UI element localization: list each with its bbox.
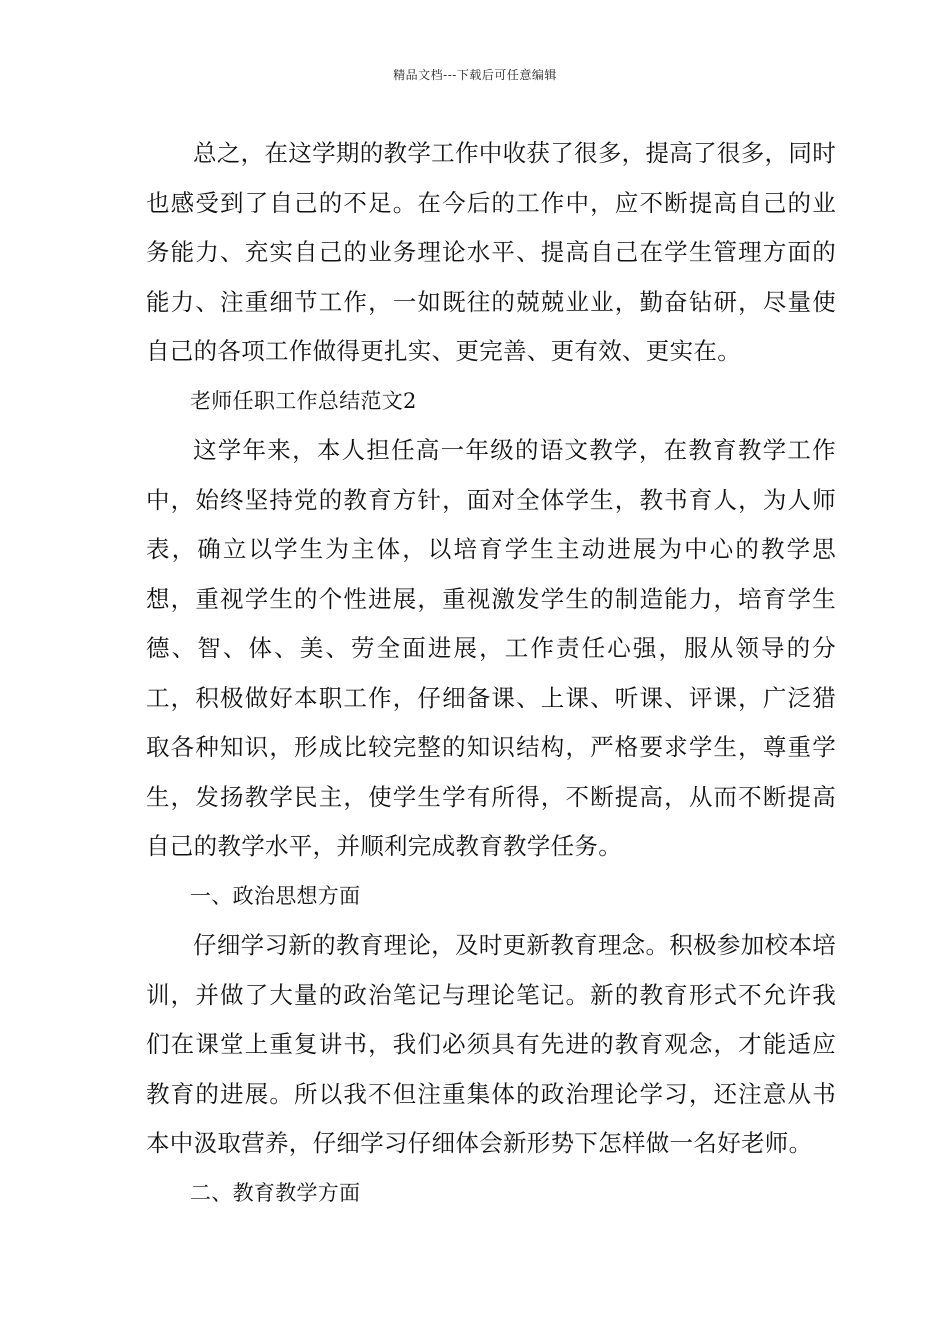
paragraph-political-thought: 仔细学习新的教育理论，及时更新教育理念。积极参加校本培训，并做了大量的政治笔记与理论笔记。新的教育形式不允许我们在课堂上重复讲书，我们必须具有先进的教育观念，才能适应教育的进展。所以我不但注重集体的政治理论学习，还注意从书本中汲取营养，仔细学习仔细体会新形势下怎样做一名好老师。 xyxy=(146,931,836,1157)
heading-education-teaching: 二、教育教学方面 xyxy=(190,1180,361,1205)
header-note: 精品文档---下载后可任意编辑 xyxy=(393,68,557,82)
document-body xyxy=(146,129,836,1218)
section-title: 老师任职工作总结范文2 xyxy=(190,388,417,413)
paragraph-intro: 这学年来，本人担任高一年级的语文教学，在教育教学工作中，始终坚持党的教育方针，面对全体学生，教书育人，为人师表，确立以学生为主体，以培育学生主动进展为中心的教学思想，重视学生的个性进展，重视激发学生的制造能力，培育学生德、智、体、美、劳全面进展，工作责任心强，服从领导的分工，积极做好本职工作，仔细备课、上课、听课、评课，广泛猎取各种知识，形成比较完整的知识结构，严格要求学生，尊重学生，发扬教学民主，使学生学有所得，不断提高，从而不断提高自己的教学水平，并顺利完成教育教学任务。 xyxy=(146,436,836,860)
heading-political-thought: 一、政治思想方面 xyxy=(190,883,361,908)
paragraph-summary: 总之，在这学期的教学工作中收获了很多，提高了很多，同时也感受到了自己的不足。在今后的工作中，应不断提高自己的业务能力、充实自己的业务理论水平、提高自己在学生管理方面的能力、注重细节工作，一如既往的兢兢业业，勤奋钻研，尽量使自己的各项工作做得更扎实、更完善、更有效、更实在。 xyxy=(146,139,836,365)
